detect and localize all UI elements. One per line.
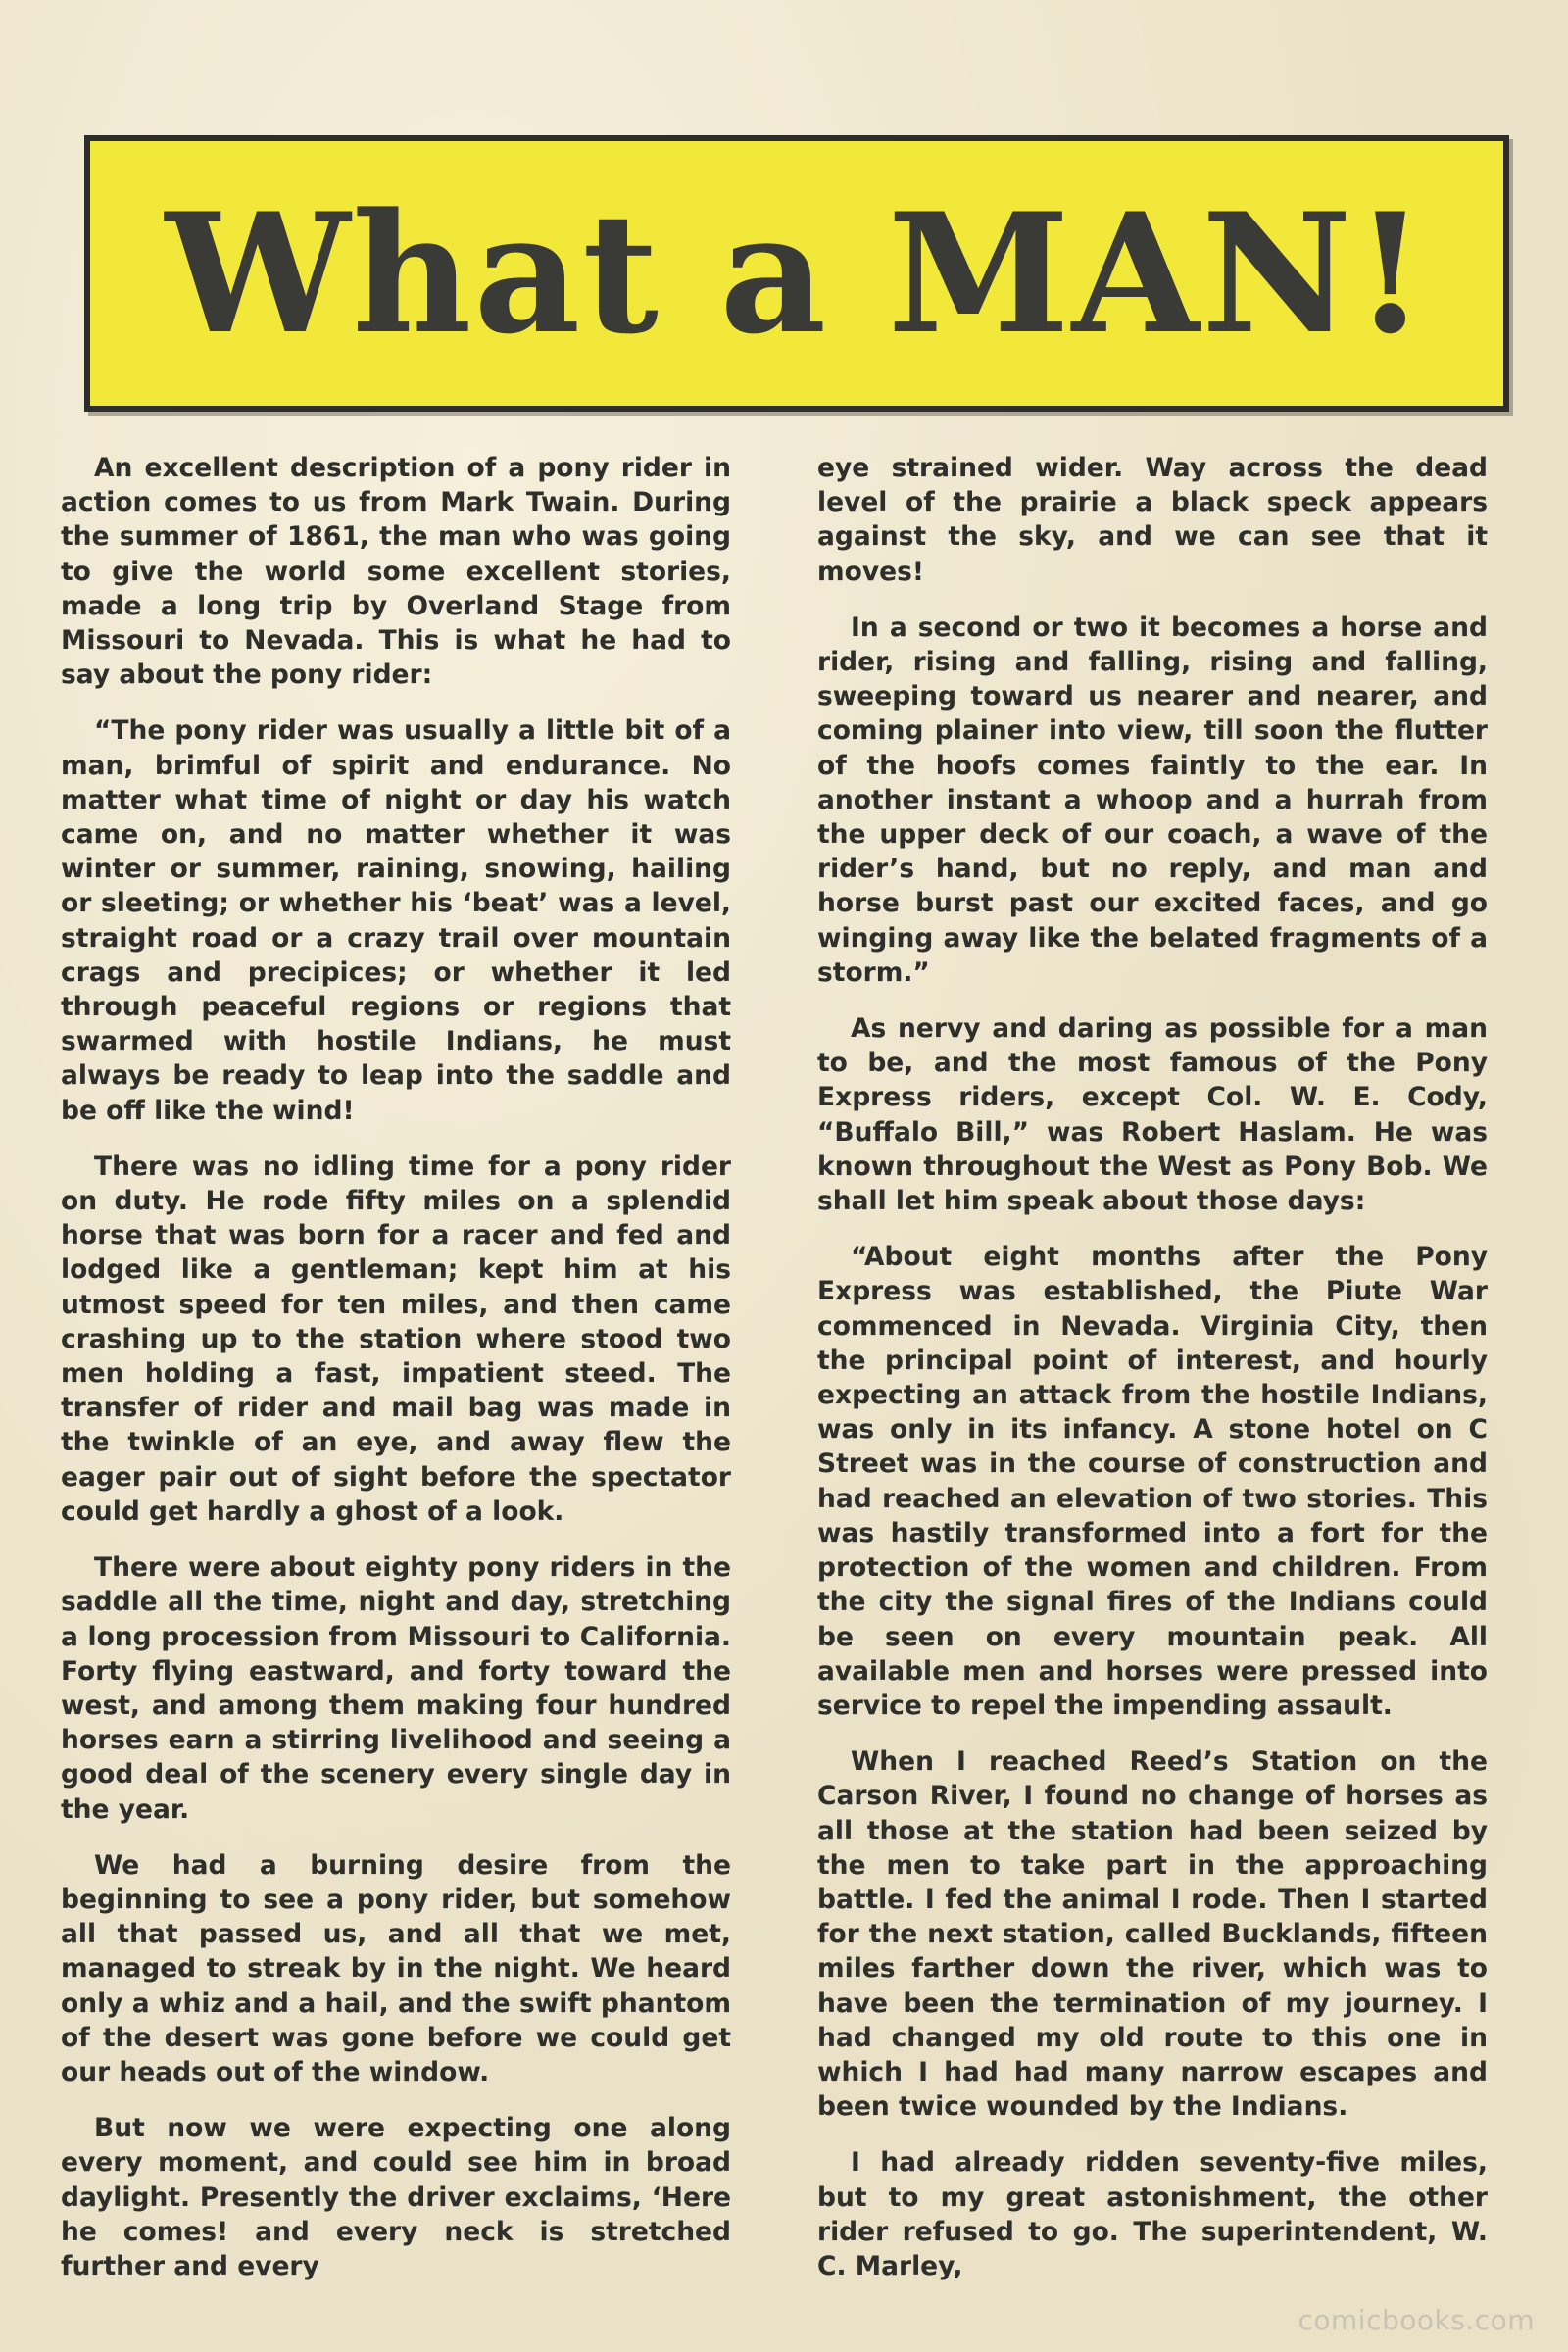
right-column bbox=[817, 451, 1488, 2305]
paragraph: I had already ridden seventy-five miles, but to my great astonishment, the other rider refused to go. The superintendent, W. C. Marley, bbox=[817, 2147, 1488, 2281]
title-banner bbox=[84, 135, 1509, 412]
paragraph: There were about eighty pony riders in the saddle all the time, night and day, stretching a long procession from Missouri to California. Forty flying eastward, and forty toward the west, and among them making four hundred horses earn a stirring livelihood and seeing a good deal of the scenery every single day in the year. bbox=[61, 1552, 731, 1825]
paragraph: But now we were expecting one along every moment, and could see him in broad daylight. Presently the driver exclaims, ‘Here he comes! and every neck is stretched further and every bbox=[61, 2113, 731, 2281]
paragraph: There was no idling time for a pony rider on duty. He rode fifty miles on a splendid horse that was born for a racer and fed and lodged like a gentleman; kept him at his utmost speed for ten miles, and then came crashing up to the station where stood two men holding a fast, impatient steed. The transfer of rider and mail bag was made in the twinkle of an eye, and away flew the eager pair out of sight before the spectator could get hardly a ghost of a look. bbox=[61, 1151, 731, 1527]
paragraph: We had a burning desire from the beginning to see a pony rider, but somehow all that passed us, and all that we met, managed to streak by in the night. We heard only a whiz and a hail, and the swift phantom of the desert was gone before we could get our heads out of the window. bbox=[61, 1849, 731, 2087]
page-title: What a MAN! bbox=[165, 176, 1429, 370]
watermark: comicbooks.com bbox=[1298, 2304, 1535, 2336]
paragraph: An excellent description of a pony rider in action comes to us from Mark Twain. During the summer of 1861, the man who was going to give the world some excellent stories, made a long trip by Overland Stage from Missouri to Nevada. This is what he had to say about the pony rider: bbox=[61, 453, 731, 691]
paragraph: In a second or two it becomes a horse and rider, rising and falling, rising and falling, sweeping toward us nearer and nearer, and coming plainer into view, till soon the flutter of the hoofs comes faintly to the ear. In another instant a whoop and a hurrah from the upper deck of our coach, a wave of the rider’s hand, but no reply, and man and horse burst past our excited faces, and go winging away like the belated fragments of a storm.” bbox=[817, 612, 1488, 988]
left-column bbox=[61, 451, 731, 2305]
paragraph: eye strained wider. Way across the dead level of the prairie a black speck appears against the sky, and we can see that it moves! bbox=[817, 453, 1488, 587]
paragraph: As nervy and daring as possible for a man to be, and the most famous of the Pony Express riders, except Col. W. E. Cody, “Buffalo Bill,” was Robert Haslam. He was known throughout the West as Pony Bob. We shall let him speak about those days: bbox=[817, 1013, 1488, 1217]
paragraph: “About eight months after the Pony Express was established, the Piute War commenced in Nevada. Virginia City, then the principal point of interest, and hourly expecting an attack from the hostile Indians, was only in its infancy. A stone hotel on C Street was in the course of construction and had reached an elevation of two stories. This was hastily transformed into a fort for the protection of the women and children. From the city the signal fires of the Indians could be seen on every mountain peak. All available men and horses were pressed into service to repel the impending assault. bbox=[817, 1242, 1488, 1721]
paragraph: When I reached Reed’s Station on the Carson River, I found no change of horses as all those at the station had been seized by the men to take part in the approaching battle. I fed the animal I rode. Then I started for the next station, called Bucklands, fifteen miles farther down the river, which was to have been the termination of my journey. I had changed my old route to this one in which I had had many narrow escapes and been twice wounded by the Indians. bbox=[817, 1746, 1488, 2123]
paragraph: “The pony rider was usually a little bit of a man, brimful of spirit and endurance. No matter what time of night or day his watch came on, and no matter whether it was winter or summer, raining, snowing, hailing or sleeting; or whether his ‘beat’ was a level, straight road or a crazy trail over mountain crags and precipices; or whether it led through peaceful regions or regions that swarmed with hostile Indians, he must always be ready to leap into the saddle and be off like the wind! bbox=[61, 715, 731, 1126]
